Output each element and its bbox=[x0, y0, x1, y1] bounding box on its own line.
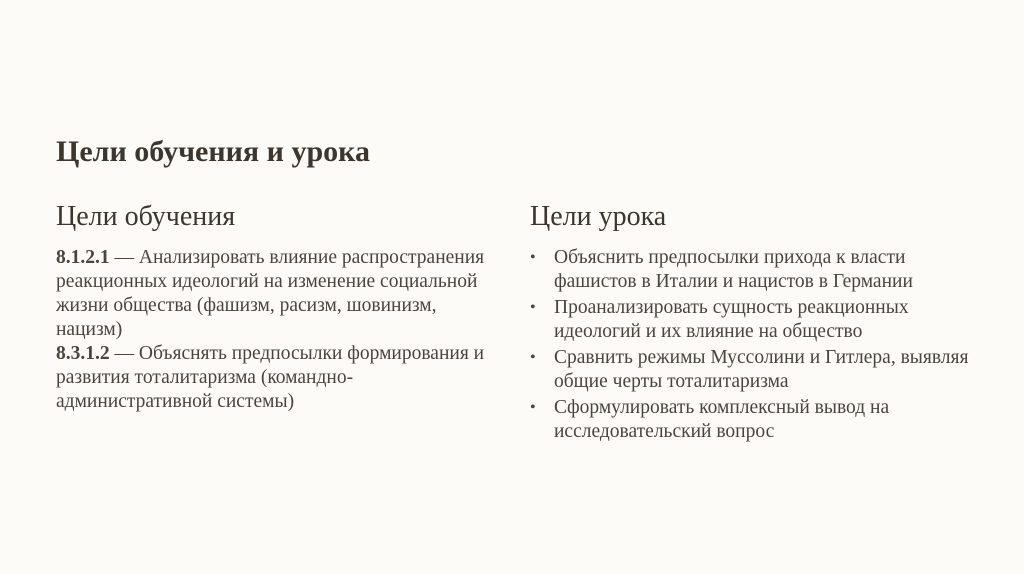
lesson-goals-list bbox=[530, 246, 970, 444]
lesson-goals-heading: Цели урока bbox=[530, 201, 667, 232]
bullet-icon: • bbox=[530, 399, 536, 416]
bullet-icon: • bbox=[530, 349, 536, 366]
list-item-text: Сравнить режимы Муссолини и Гитлера, выявляя общие черты тоталитаризма bbox=[554, 347, 969, 392]
objective-code: 8.1.2.1 bbox=[56, 247, 110, 268]
bullet-icon: • bbox=[530, 249, 536, 266]
list-item-text: Проанализировать сущность реакционных идеологий и их влияние на общество bbox=[554, 297, 909, 342]
objective-text: — Объяснять предпосылки формирования и развития тоталитаризма (командно-административной системы) bbox=[56, 343, 485, 412]
list-item-text: Сформулировать комплексный вывод на исследовательский вопрос bbox=[554, 397, 890, 442]
list-item bbox=[530, 246, 970, 294]
learning-goals-column bbox=[56, 198, 496, 414]
list-item bbox=[530, 296, 970, 344]
bullet-icon: • bbox=[530, 299, 536, 316]
list-item bbox=[530, 396, 970, 444]
page-title: Цели обучения и урока bbox=[56, 135, 370, 168]
list-item-text: Объяснить предпосылки прихода к власти фашистов в Италии и нацистов в Германии bbox=[554, 247, 913, 292]
objective-text: — Анализировать влияние распространения реакционных идеологий на изменение социальной жизни общества (фашизм, расизм, шовинизм, нацизм) bbox=[56, 247, 485, 340]
learning-goals-heading: Цели обучения bbox=[56, 201, 236, 232]
lesson-goals-column bbox=[530, 198, 970, 446]
learning-objective bbox=[56, 342, 496, 414]
list-item bbox=[530, 346, 970, 394]
objective-code: 8.3.1.2 bbox=[56, 343, 110, 364]
learning-objective bbox=[56, 246, 496, 342]
